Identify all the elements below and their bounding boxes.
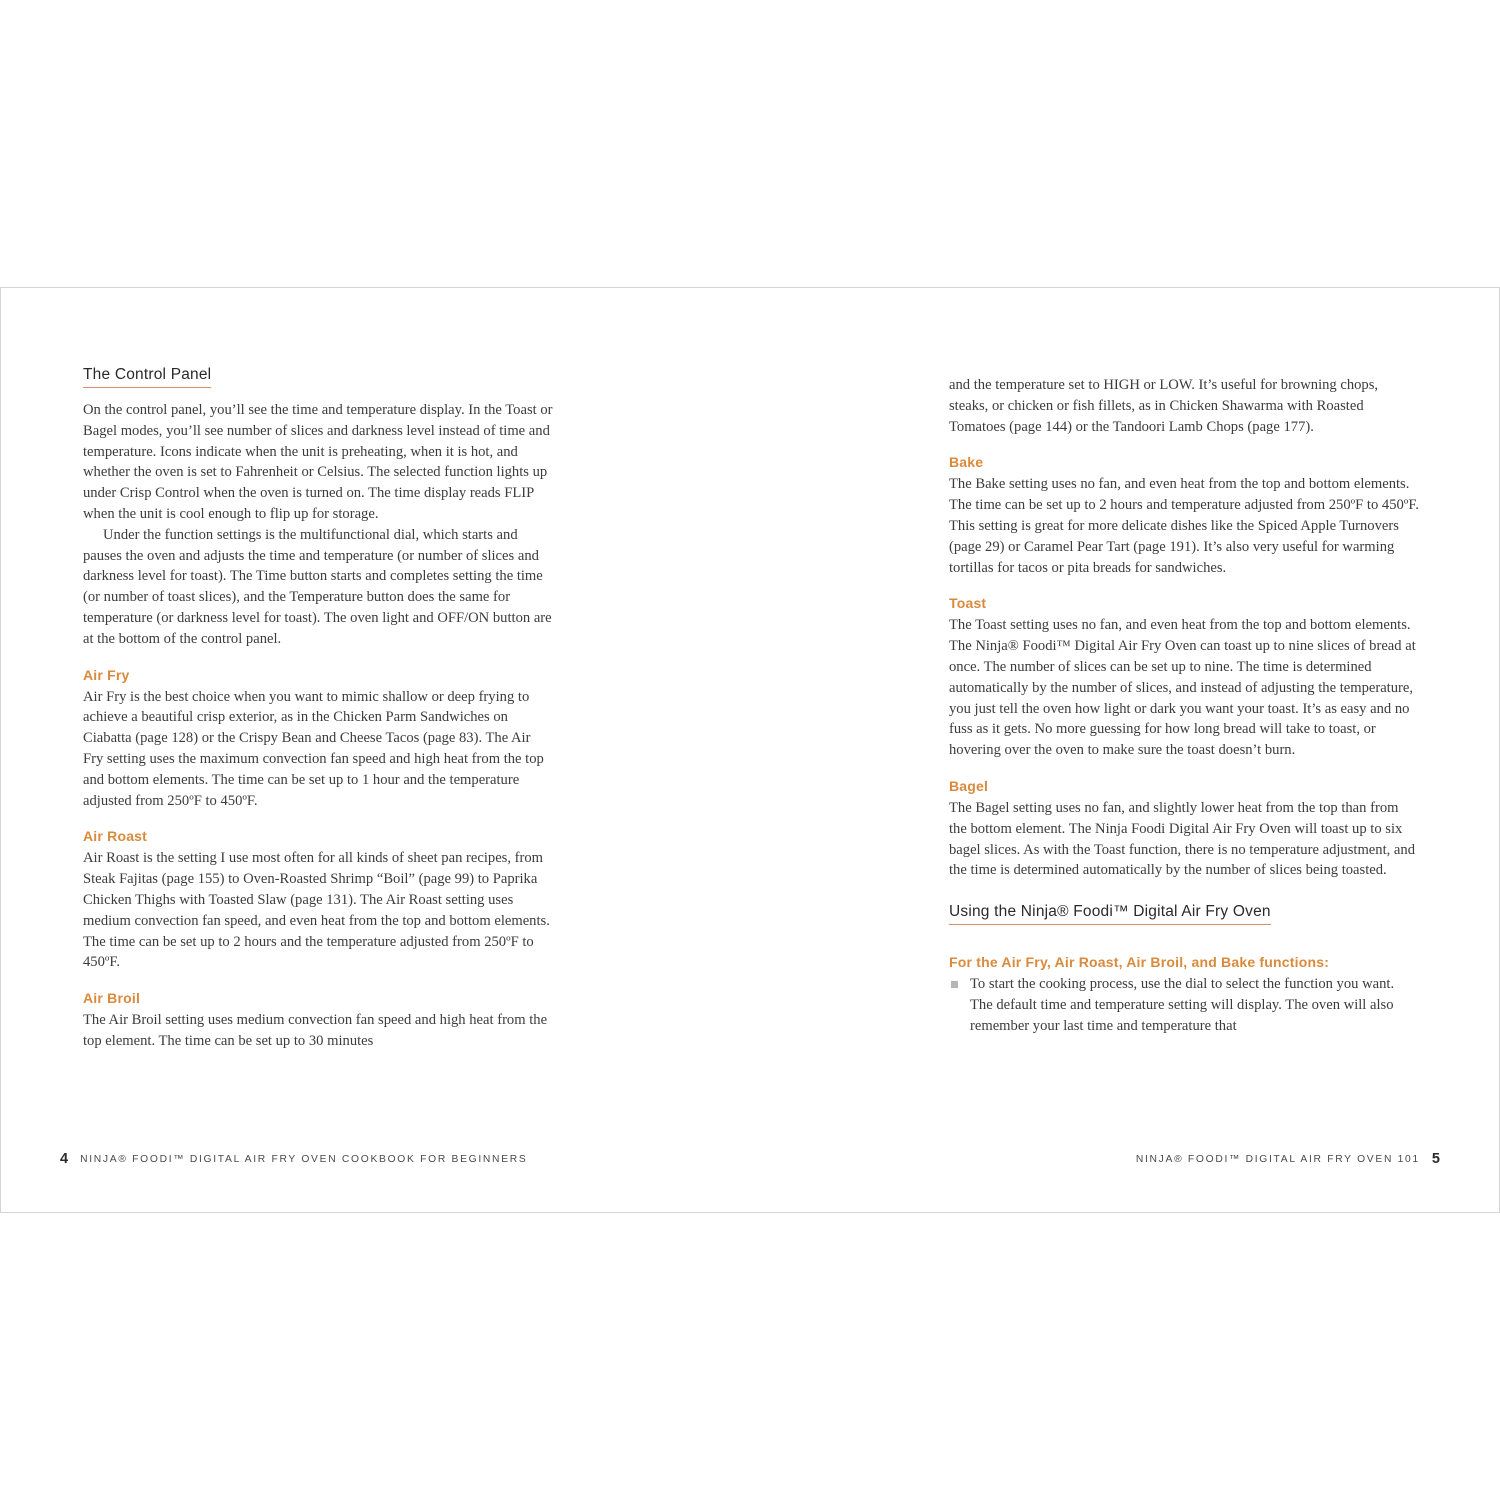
page-number-right: 5 bbox=[1431, 1151, 1440, 1167]
control-panel-paragraph-1: On the control panel, you’ll see the time and temperature display. In the Toast or Bagel modes, you’ll see number of slices and darkness level instead of time and temperature. Icons indicate when the unit is preheating, when it is hot, and whether the oven is set to Fahrenheit or Celsius. The selected function lights up under Crisp Control when the oven is turned on. The time display reads FLIP when the unit is cool enough to flip up for storage. bbox=[83, 402, 553, 522]
left-page-footer bbox=[60, 1151, 527, 1167]
subheading-air-fry: Air Fry bbox=[83, 666, 130, 683]
square-bullet-icon bbox=[951, 981, 958, 988]
bullet-text: To start the cooking process, use the dial to select the function you want. The default time and temperature setting will display. The oven will also remember your last time and temperature that bbox=[970, 976, 1395, 1034]
control-panel-paragraph-2: Under the function settings is the multifunctional dial, which starts and pauses the oven and adjusts the time and temperature (or number of slices and darkness level for toast). The Time button starts and completes setting the time (or number of toast slices), and the Temperature button does the same for temperature (or darkness level for toast). The oven light and OFF/ON button are at the bottom of the control panel. bbox=[83, 526, 552, 647]
subheading-air-roast: Air Roast bbox=[83, 828, 148, 845]
subheading-air-broil: Air Broil bbox=[83, 990, 141, 1007]
section-title-using-oven: Using the Ninja® Foodi™ Digital Air Fry Oven bbox=[949, 903, 1271, 925]
air-fry-paragraph: Air Fry is the best choice when you want to mimic shallow or deep frying to achieve a beautiful crisp exterior, as in the Chicken Parm Sandwiches on Ciabatta (page 128) or the Crispy Bean and Cheese Tacos (page 83). The Air Fry setting uses the maximum convection fan speed and high heat from the top and bottom elements. The time can be set up to 1 hour and the temperature adjusted from 250ºF to 450ºF. bbox=[83, 688, 544, 809]
page-number-left: 4 bbox=[60, 1151, 69, 1167]
air-broil-paragraph: The Air Broil setting uses medium convection fan speed and high heat from the top element. The time can be set up to 30 minutes bbox=[83, 1012, 548, 1049]
bullet-item bbox=[949, 974, 1419, 1036]
section-title-control-panel: The Control Panel bbox=[83, 366, 211, 388]
running-head-left: NINJA® FOODI™ DIGITAL AIR FRY OVEN COOKBOOK FOR BEGINNERS bbox=[80, 1153, 528, 1165]
running-head-right: NINJA® FOODI™ DIGITAL AIR FRY OVEN 101 bbox=[1135, 1153, 1420, 1165]
right-page-column bbox=[949, 375, 1419, 1037]
bagel-paragraph: The Bagel setting uses no fan, and slightly lower heat from the top than from the bottom element. The Ninja Foodi Digital Air Fry Oven will toast up to six bagel slices. As with the Toast function, there is no temperature adjustment, and the time is determined automatically by the number of slices being toasted. bbox=[949, 799, 1416, 879]
left-page-column bbox=[83, 366, 553, 1052]
subheading-toast: Toast bbox=[949, 595, 987, 612]
air-roast-paragraph: Air Roast is the setting I use most often for all kinds of sheet pan recipes, from Steak Fajitas (page 155) to Oven-Roasted Shrimp “Boil” (page 99) to Paprika Chicken Thighs with Toasted Slaw (page 131). The Air Roast setting uses medium convection fan speed, and even heat from the top and bottom elements. The time can be set up to 2 hours and the temperature adjusted from 250ºF to 450ºF. bbox=[83, 850, 550, 971]
air-broil-continued-paragraph: and the temperature set to HIGH or LOW. It’s useful for browning chops, steaks, or chicken or fish fillets, as in Chicken Shawarma with Roasted Tomatoes (page 144) or the Tandoori Lamb Chops (page 177). bbox=[949, 377, 1379, 435]
toast-paragraph: The Toast setting uses no fan, and even heat from the top and bottom elements. The Ninja® Foodi™ Digital Air Fry Oven can toast up to nine slices of bread at once. The number of slices can be set up to nine. The time is determined automatically by the number of slices, and instead of adjusting the temperature, you just tell the oven how light or dark you want your toast. It’s as easy and no fuss as it gets. No more guessing for how long bread will take to toast, or hovering over the oven to make sure the toast doesn’t burn. bbox=[949, 617, 1416, 759]
subheading-functions: For the Air Fry, Air Roast, Air Broil, and Bake functions: bbox=[949, 954, 1330, 971]
bake-paragraph: The Bake setting uses no fan, and even heat from the top and bottom elements. The time can be set up to 2 hours and temperature adjusted from 250ºF to 450ºF. This setting is great for more delicate dishes like the Spiced Apple Turnovers (page 29) or Caramel Pear Tart (page 191). It’s also very useful for warming tortillas for tacos or pita breads for sandwiches. bbox=[949, 476, 1419, 576]
subheading-bagel: Bagel bbox=[949, 777, 989, 794]
subheading-bake: Bake bbox=[949, 454, 984, 471]
right-page-footer bbox=[1136, 1151, 1440, 1167]
